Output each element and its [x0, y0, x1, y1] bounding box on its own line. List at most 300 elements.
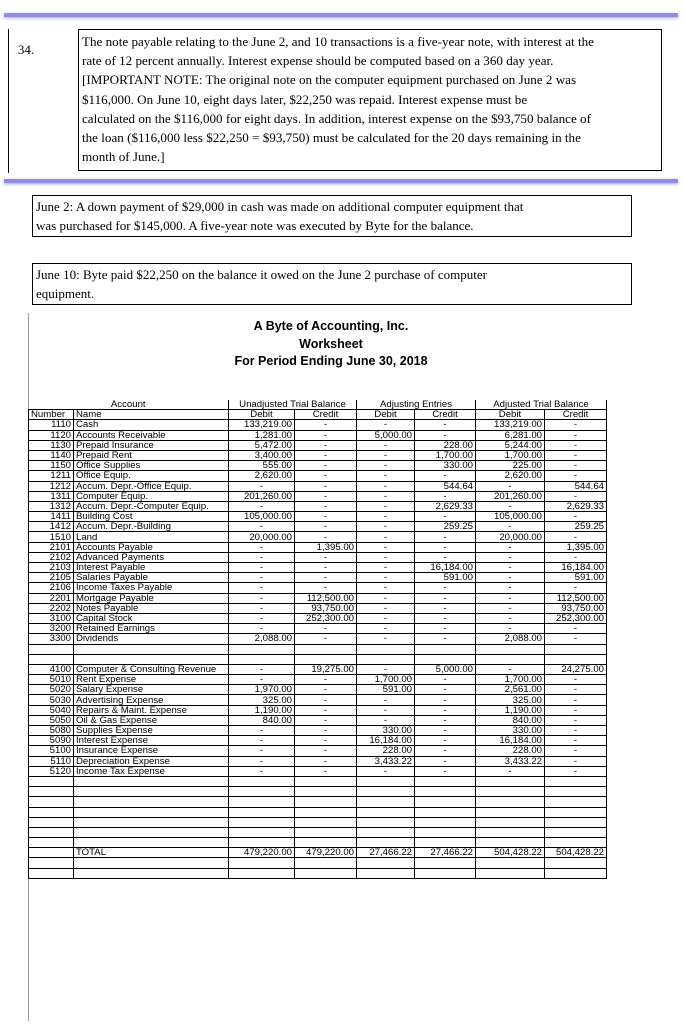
unadj-credit — [295, 787, 357, 797]
adjusted-credit: - — [545, 583, 607, 593]
unadj-debit: - — [229, 675, 295, 685]
adj-debit: 5,000.00 — [357, 430, 415, 440]
worksheet-title: Worksheet — [299, 337, 363, 351]
unadj-credit: - — [295, 563, 357, 573]
adj-debit — [357, 807, 415, 817]
adj-debit: - — [357, 512, 415, 522]
unadj-debit: 555.00 — [229, 461, 295, 471]
adj-debit: - — [357, 766, 415, 776]
account-number: 5100 — [29, 746, 74, 756]
table-row — [29, 593, 607, 603]
adjusted-credit: - — [545, 715, 607, 725]
adjusted-credit: 252,300.00 — [545, 613, 607, 623]
adj-credit: - — [415, 491, 476, 501]
table-row — [29, 715, 607, 725]
adj-credit: - — [415, 471, 476, 481]
unadj-debit: 2,088.00 — [229, 634, 295, 644]
account-number: 5080 — [29, 726, 74, 736]
unadj-credit: - — [295, 624, 357, 634]
account-number: 2202 — [29, 603, 74, 613]
header-debit: Debit — [476, 410, 545, 420]
adj-debit: - — [357, 522, 415, 532]
unadj-debit: - — [229, 624, 295, 634]
unadj-debit: - — [229, 501, 295, 511]
adjusted-credit: - — [545, 756, 607, 766]
worksheet-company: A Byte of Accounting, Inc. — [253, 319, 409, 333]
table-row — [29, 522, 607, 532]
adj-credit: - — [415, 705, 476, 715]
adj-credit: - — [415, 430, 476, 440]
middle-divider — [4, 179, 678, 183]
account-number: 5110 — [29, 756, 74, 766]
adj-credit: - — [415, 766, 476, 776]
account-number: 2101 — [29, 542, 74, 552]
table-row — [29, 542, 607, 552]
unadj-debit: - — [229, 593, 295, 603]
table-row — [29, 450, 607, 460]
account-name: Building Cost — [74, 512, 229, 522]
unadj-debit — [229, 797, 295, 807]
account-name: Depreciation Expense — [74, 756, 229, 766]
unadj-debit: - — [229, 563, 295, 573]
adj-credit: - — [415, 532, 476, 542]
account-name: Accum. Depr.-Computer Equip. — [74, 501, 229, 511]
header-credit: Credit — [295, 410, 357, 420]
adj-debit: - — [357, 664, 415, 674]
unadj-debit — [229, 776, 295, 786]
unadj-debit: 133,219.00 — [229, 420, 295, 430]
adjusted-debit: 2,620.00 — [476, 471, 545, 481]
adjusted-credit: - — [545, 532, 607, 542]
adjusted-debit: - — [476, 624, 545, 634]
table-row — [29, 552, 607, 562]
table-row — [29, 461, 607, 471]
adj-debit: - — [357, 603, 415, 613]
unadj-credit: - — [295, 695, 357, 705]
total-adjusted-debit: 504,428.22 — [476, 848, 545, 858]
adj-debit — [357, 644, 415, 654]
header-debit: Debit — [229, 410, 295, 420]
adjusted-debit: - — [476, 664, 545, 674]
table-row — [29, 664, 607, 674]
unadj-debit: - — [229, 542, 295, 552]
table-row — [29, 776, 607, 786]
unadj-debit: - — [229, 766, 295, 776]
unadj-credit: - — [295, 512, 357, 522]
unadj-debit — [229, 817, 295, 827]
adjusted-credit: 24,275.00 — [545, 664, 607, 674]
unadj-debit: 5,472.00 — [229, 440, 295, 450]
account-number: 2105 — [29, 573, 74, 583]
table-row — [29, 573, 607, 583]
unadj-credit: - — [295, 491, 357, 501]
account-name: Accum. Depr.-Building — [74, 522, 229, 532]
adjusted-credit: 1,395.00 — [545, 542, 607, 552]
adj-credit: 5,000.00 — [415, 664, 476, 674]
adjusted-debit — [476, 827, 545, 837]
adj-credit: - — [415, 634, 476, 644]
table-row — [29, 756, 607, 766]
unadj-debit: 20,000.00 — [229, 532, 295, 542]
account-name: Accounts Receivable — [74, 430, 229, 440]
adj-credit: - — [415, 593, 476, 603]
account-number: 1140 — [29, 450, 74, 460]
table-row — [29, 838, 607, 848]
adjusted-credit — [545, 797, 607, 807]
account-name: Rent Expense — [74, 675, 229, 685]
unadj-debit: - — [229, 583, 295, 593]
adjusted-debit: 325.00 — [476, 695, 545, 705]
unadj-credit: - — [295, 634, 357, 644]
unadj-credit: - — [295, 746, 357, 756]
adjusted-debit: - — [476, 501, 545, 511]
table-row — [29, 817, 607, 827]
account-name — [74, 817, 229, 827]
table-row — [29, 695, 607, 705]
unadj-credit: - — [295, 726, 357, 736]
account-name — [74, 807, 229, 817]
adjusted-credit: - — [545, 491, 607, 501]
account-number: 5030 — [29, 695, 74, 705]
adjusted-credit: - — [545, 726, 607, 736]
unadj-debit: 105,000.00 — [229, 512, 295, 522]
account-name — [74, 644, 229, 654]
table-row — [29, 583, 607, 593]
unadj-credit — [295, 838, 357, 848]
adjusted-debit: - — [476, 563, 545, 573]
table-row — [29, 430, 607, 440]
adjusted-debit: - — [476, 613, 545, 623]
adjusted-credit: - — [545, 430, 607, 440]
unadj-debit: - — [229, 573, 295, 583]
header-credit: Credit — [545, 410, 607, 420]
adjusted-debit — [476, 654, 545, 664]
adj-debit: 330.00 — [357, 726, 415, 736]
account-number — [29, 797, 74, 807]
adjusted-debit: 6,281.00 — [476, 430, 545, 440]
header-unadjusted: Unadjusted Trial Balance — [229, 400, 357, 410]
table-row — [29, 827, 607, 837]
account-name: Capital Stock — [74, 613, 229, 623]
account-number — [29, 644, 74, 654]
adj-debit: - — [357, 705, 415, 715]
table-row — [29, 736, 607, 746]
account-number — [29, 787, 74, 797]
table-row — [29, 726, 607, 736]
account-number: 5020 — [29, 685, 74, 695]
adjusted-debit: 133,219.00 — [476, 420, 545, 430]
account-name — [74, 787, 229, 797]
adjusted-credit — [545, 807, 607, 817]
adjusted-credit: - — [545, 461, 607, 471]
unadj-debit — [229, 827, 295, 837]
adj-credit: - — [415, 715, 476, 725]
note-line: month of June.] — [82, 149, 165, 165]
adjusted-debit: - — [476, 522, 545, 532]
unadj-debit: 840.00 — [229, 715, 295, 725]
adj-debit — [357, 776, 415, 786]
transaction-line: equipment. — [36, 286, 95, 301]
adj-debit — [357, 797, 415, 807]
adj-credit: - — [415, 613, 476, 623]
adj-debit: - — [357, 532, 415, 542]
unadj-credit: - — [295, 552, 357, 562]
total-adjusted-credit: 504,428.22 — [545, 848, 607, 858]
adj-credit: - — [415, 695, 476, 705]
account-name: Advertising Expense — [74, 695, 229, 705]
adjusted-credit — [545, 644, 607, 654]
adjusted-credit: - — [545, 471, 607, 481]
adjusted-credit — [545, 787, 607, 797]
adjusted-credit: 2,629.33 — [545, 501, 607, 511]
adj-credit: - — [415, 736, 476, 746]
header-account: Account — [29, 400, 229, 410]
header-adjusting: Adjusting Entries — [357, 400, 476, 410]
header-credit: Credit — [415, 410, 476, 420]
account-name: Office Supplies — [74, 461, 229, 471]
table-row — [29, 603, 607, 613]
transaction-line: June 2: A down payment of $29,000 in cash was made on additional computer equipment that — [36, 199, 524, 214]
adjusted-debit: 3,433.22 — [476, 756, 545, 766]
adj-credit: - — [415, 542, 476, 552]
unadj-debit: - — [229, 756, 295, 766]
account-number: 3300 — [29, 634, 74, 644]
adjusted-credit: 591.00 — [545, 573, 607, 583]
adj-credit — [415, 787, 476, 797]
unadj-debit — [229, 838, 295, 848]
adj-credit: - — [415, 552, 476, 562]
unadj-debit: - — [229, 664, 295, 674]
adj-credit: - — [415, 512, 476, 522]
adj-debit: - — [357, 420, 415, 430]
adj-debit: - — [357, 593, 415, 603]
adjusted-debit: - — [476, 593, 545, 603]
question-number: 34. — [17, 42, 35, 57]
account-number: 1411 — [29, 512, 74, 522]
adj-debit: - — [357, 715, 415, 725]
adjusted-credit: - — [545, 420, 607, 430]
adjusted-debit: 2,561.00 — [476, 685, 545, 695]
account-number: 1212 — [29, 481, 74, 491]
account-number: 2201 — [29, 593, 74, 603]
worksheet — [28, 313, 638, 1021]
unadj-credit: - — [295, 471, 357, 481]
unadj-debit — [229, 654, 295, 664]
table-row — [29, 705, 607, 715]
unadj-debit — [229, 807, 295, 817]
worksheet-period: For Period Ending June 30, 2018 — [234, 354, 428, 368]
adjusted-credit: - — [545, 746, 607, 756]
unadj-debit: - — [229, 552, 295, 562]
table-row — [29, 563, 607, 573]
adjusted-debit: 1,700.00 — [476, 450, 545, 460]
account-number: 1311 — [29, 491, 74, 501]
unadj-debit: 325.00 — [229, 695, 295, 705]
adjusted-debit: 20,000.00 — [476, 532, 545, 542]
adjusted-debit: - — [476, 573, 545, 583]
account-name: Land — [74, 532, 229, 542]
adj-credit: - — [415, 420, 476, 430]
adjusted-credit: - — [545, 440, 607, 450]
adj-credit — [415, 654, 476, 664]
adj-credit — [415, 797, 476, 807]
account-number: 5120 — [29, 766, 74, 776]
adjusted-credit: 93,750.00 — [545, 603, 607, 613]
adjusted-credit — [545, 817, 607, 827]
account-name: Prepaid Insurance — [74, 440, 229, 450]
table-row — [29, 512, 607, 522]
unadj-credit: - — [295, 461, 357, 471]
worksheet-table — [28, 400, 607, 879]
account-name: Notes Payable — [74, 603, 229, 613]
account-name: Prepaid Rent — [74, 450, 229, 460]
top-divider — [4, 13, 678, 17]
total-row — [29, 848, 607, 858]
adj-credit: 544.64 — [415, 481, 476, 491]
adjusted-debit — [476, 776, 545, 786]
adj-debit: - — [357, 542, 415, 552]
unadj-credit: - — [295, 736, 357, 746]
adj-credit: - — [415, 726, 476, 736]
account-name — [74, 797, 229, 807]
table-row — [29, 613, 607, 623]
account-name: Accum. Depr.-Office Equip. — [74, 481, 229, 491]
adj-debit: - — [357, 491, 415, 501]
adj-credit: 259.25 — [415, 522, 476, 532]
total-adj-debit: 27,466.22 — [357, 848, 415, 858]
account-name: Repairs & Maint. Expense — [74, 705, 229, 715]
adj-credit: - — [415, 624, 476, 634]
adj-credit: 330.00 — [415, 461, 476, 471]
account-number: 5090 — [29, 736, 74, 746]
account-name: Supplies Expense — [74, 726, 229, 736]
adj-credit: - — [415, 603, 476, 613]
account-name: Salaries Payable — [74, 573, 229, 583]
total-number — [29, 848, 74, 858]
adjusted-credit: 259.25 — [545, 522, 607, 532]
unadj-credit: 19,275.00 — [295, 664, 357, 674]
adj-debit: 228.00 — [357, 746, 415, 756]
table-row — [29, 644, 607, 654]
account-name: Accounts Payable — [74, 542, 229, 552]
account-number: 1120 — [29, 430, 74, 440]
unadj-credit: 252,300.00 — [295, 613, 357, 623]
table-row — [29, 532, 607, 542]
unadj-credit: 93,750.00 — [295, 603, 357, 613]
table-row — [29, 481, 607, 491]
account-number: 5040 — [29, 705, 74, 715]
unadj-credit: - — [295, 440, 357, 450]
table-row — [29, 420, 607, 430]
account-number: 1110 — [29, 420, 74, 430]
adjusted-debit: 840.00 — [476, 715, 545, 725]
adjusted-credit: - — [545, 512, 607, 522]
adjusted-credit — [545, 654, 607, 664]
adjusted-credit: - — [545, 552, 607, 562]
header-number: Number — [29, 410, 74, 420]
adj-debit: 591.00 — [357, 685, 415, 695]
adj-debit: - — [357, 695, 415, 705]
table-row — [29, 440, 607, 450]
table-row — [29, 807, 607, 817]
adj-credit — [415, 644, 476, 654]
adjusted-debit — [476, 797, 545, 807]
adjusted-credit: - — [545, 685, 607, 695]
adjusted-debit: 225.00 — [476, 461, 545, 471]
table-row — [29, 634, 607, 644]
account-number: 2102 — [29, 552, 74, 562]
unadj-debit: 201,260.00 — [229, 491, 295, 501]
adj-debit: - — [357, 481, 415, 491]
adj-debit: 1,700.00 — [357, 675, 415, 685]
header-adjusted: Adjusted Trial Balance — [476, 400, 607, 410]
unadj-credit — [295, 654, 357, 664]
adjusted-debit: - — [476, 766, 545, 776]
total-adj-credit: 27,466.22 — [415, 848, 476, 858]
adj-debit: 3,433.22 — [357, 756, 415, 766]
table-row — [29, 787, 607, 797]
table-row — [29, 685, 607, 695]
adjusted-debit: 16,184.00 — [476, 736, 545, 746]
table-row — [29, 491, 607, 501]
unadj-debit: - — [229, 481, 295, 491]
table-row — [29, 624, 607, 634]
adjusted-debit: - — [476, 552, 545, 562]
adjusted-debit: 228.00 — [476, 746, 545, 756]
unadj-credit — [295, 776, 357, 786]
account-number — [29, 807, 74, 817]
unadj-credit — [295, 644, 357, 654]
account-name — [74, 654, 229, 664]
note-line: $116,000. On June 10, eight days later, $22,250 was repaid. Interest expense must be — [82, 91, 528, 107]
adj-credit — [415, 838, 476, 848]
transaction-line: was purchased for $145,000. A five-year note was executed by Byte for the balance. — [36, 218, 474, 233]
unadj-credit: - — [295, 766, 357, 776]
adj-credit: - — [415, 583, 476, 593]
header-name: Name — [74, 410, 229, 420]
account-name — [74, 827, 229, 837]
adj-debit: - — [357, 624, 415, 634]
account-name: Computer & Consulting Revenue — [74, 664, 229, 674]
adj-debit: - — [357, 583, 415, 593]
unadj-credit: - — [295, 675, 357, 685]
adjusted-credit: - — [545, 695, 607, 705]
unadj-credit: - — [295, 532, 357, 542]
unadj-credit: - — [295, 450, 357, 460]
unadj-credit: - — [295, 522, 357, 532]
adj-credit: - — [415, 756, 476, 766]
adjusted-debit: 2,088.00 — [476, 634, 545, 644]
account-number: 2103 — [29, 563, 74, 573]
table-row — [29, 654, 607, 664]
table-row — [29, 675, 607, 685]
account-number: 1130 — [29, 440, 74, 450]
adjusted-debit: 201,260.00 — [476, 491, 545, 501]
account-name: Computer Equip. — [74, 491, 229, 501]
unadj-debit — [229, 787, 295, 797]
account-number: 5010 — [29, 675, 74, 685]
unadj-credit: - — [295, 705, 357, 715]
adj-debit: - — [357, 471, 415, 481]
adjusted-credit: - — [545, 736, 607, 746]
account-number: 3100 — [29, 613, 74, 623]
adj-credit — [415, 807, 476, 817]
account-number: 1412 — [29, 522, 74, 532]
adj-credit: - — [415, 675, 476, 685]
adj-credit: - — [415, 746, 476, 756]
adj-debit: - — [357, 552, 415, 562]
account-number: 3200 — [29, 624, 74, 634]
